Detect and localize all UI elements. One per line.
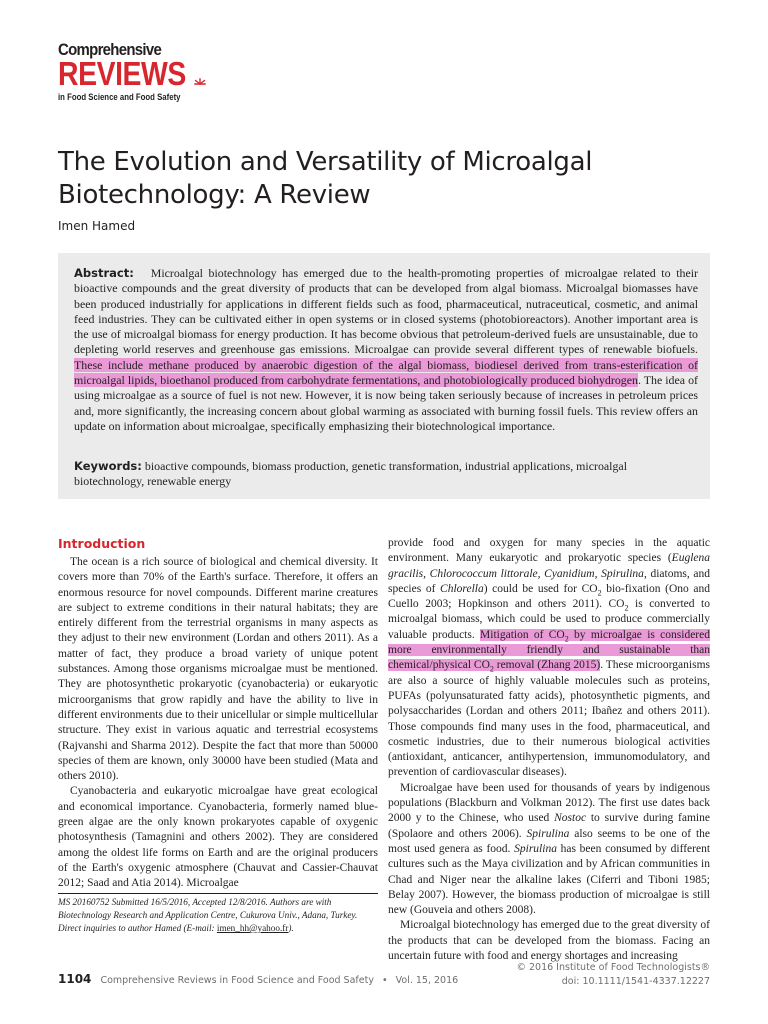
text-run: is converted to microalgal biomass, which could be used to produce commercially valuable products.	[388, 598, 711, 641]
subscript: 2	[564, 634, 569, 644]
text-run: ) could be used for CO	[483, 582, 598, 595]
text-run: has been consumed by different cultures such as the Maya civilization and by African communities in Chad and Niger near the alkaline lakes (Ciferri and Tiboni 1985; Belay 2007). However, the biomass production of microalgae is still new (Gouveia and others 2008).	[388, 842, 711, 917]
author-email-link[interactable]: imen_hh@yahoo.fr	[216, 923, 289, 933]
subscript: 2	[624, 603, 629, 613]
text-run: Microalgae have been used for thousands of years by indigenous populations (Blackburn and Volkman 2012). The first use dates back 2000 y to the Chinese, who used	[388, 781, 710, 825]
doi[interactable]: doi: 10.1111/1541-4337.12227	[561, 976, 710, 987]
abstract-highlight: These include methane produced by anaerobic digestion of the algal biomass, biodiesel derived from trans-esterification of microalgal lipids, bioethanol produced from carbohydrate fermentations, and photobiologically produced biohydrogen	[74, 357, 698, 388]
intro-paragraph-2: Cyanobacteria and eukaryotic microalgae have great ecological and economical importance. Cyanobacteria, formerly named blue-green algae are the only known prokaryotes capable of oxygenic photosynthesis (Tamagnini and others 2002). They are considered among the oldest life forms on Earth and are the original producers of the Earth's oxygenic atmosphere (Chauvat and Cassier-Chauvat 2012; Saad and Atia 2014). Microalgae	[58, 785, 378, 890]
keywords	[74, 459, 698, 490]
abstract-text: Microalgal biotechnology has emerged due to the health-promoting properties of microalgae related to their bioactive compounds and the great diversity of products that can be developed from algal biomass. Microalgal biomasses have been produced industrially for applications in different fields such as food, pharmaceutical, nutraceutical, cosmetic, and animal feed industries. They can be cultivated either in open systems or in closed systems (photobioreactors). Another important area is the use of microalgal biomass for energy production. It has become obvious that petroleum-derived fuels are unsustainable, due to depleting world reserves and greenhouse gas emissions. Microalgae can provide several different types of renewable biofuels.	[74, 266, 698, 357]
text-run: to survive during famine (Spolaore and others 2006).	[388, 812, 710, 840]
text-run: provide food and oxygen for many species in the aquatic environment. Many eukaryotic and prokaryotic species (	[388, 537, 710, 565]
page-footer	[58, 972, 458, 986]
genus-name: Nostoc	[554, 812, 587, 825]
journal-logo	[58, 40, 186, 112]
keywords-text: bioactive compounds, biomass production, genetic transformation, industrial applications, microalgal biotechnology, renewable energy	[74, 459, 627, 489]
footer-separator: •	[381, 975, 388, 986]
copyright: © 2016 Institute of Food Technologists®	[516, 962, 710, 973]
intro-paragraph-1: The ocean is a rich source of biological and chemical diversity. It covers more than 70% of the Earth's surface. Therefore, it offers an enormous resource for novel compounds. Different marine creatures are subject to extreme conditions in their natural habitats; they are entirely different from the terrestrial organisms in many aspects as they adjust to their new environment (Lordan and others 2011). As a matter of fact, they produce a broad variety of unique potent substances. Among those organisms microalgae must be mentioned. They are photosynthetic prokaryotic (cyanobacteria) or eukaryotic microorganisms that grow rapidly and have the ability to live in different environments due to their unicellular or simple multicellular structure. They exist in various aquatic and terrestrial ecosystems (Rajvanshi and Sharma 2012). Despite the fact that more than 50000 species of them are known, only 30000 have been studied (Mata and others 2010).	[58, 556, 378, 783]
footer-right	[516, 961, 710, 989]
logo-sunburst-icon	[194, 78, 206, 90]
text-run: removal (Zhang 2015)	[493, 659, 601, 672]
logo-reviews: REVIEWS	[58, 55, 186, 92]
text-run: by microalgae is considered more environmentally friendly and sustainable than chemical/physical CO	[388, 628, 710, 672]
text-run: also seems to be one of the most used genera as food.	[388, 827, 710, 855]
text-run: , diatoms, and species of	[388, 567, 710, 595]
abstract-label: Abstract:	[74, 266, 134, 280]
footnote-divider	[58, 893, 378, 894]
logo-subtitle: in Food Science and Food Safety	[58, 92, 181, 103]
text-run: bio-fixation (Ono and Cuello 2003; Hopkinson and others 2011). CO	[388, 582, 710, 611]
subscript: 2	[597, 588, 602, 598]
species-names: Euglena gracilis, Chlorococcum littorale, Cyanidium, Spirulina	[388, 552, 710, 580]
subscript: 2	[489, 664, 494, 674]
text-run: . These microorganisms are also a source of highly valuable molecules such as proteins, PUFAs (polyunsaturated fatty acids), photosynthetic pigments, and polysaccharides (Lordan and others 2011; Ibañez and others 2011). Those compounds find many uses in the food, pharmaceutical, and cosmetic industries, due to their numerous biological activities (antioxidant, anticancer, antihypertension, immunomodulatory, and prevention of cardiovascular diseases).	[388, 659, 710, 779]
right-paragraph-2	[388, 781, 710, 919]
footer-volume: Vol. 15, 2016	[395, 975, 459, 986]
logo-comprehensive: Comprehensive	[58, 40, 162, 59]
right-column	[388, 536, 710, 964]
genus-name: Spirulina	[526, 827, 570, 840]
footnote-text: MS 20160752 Submitted 16/5/2016, Accepted 12/8/2016. Authors are with Biotechnology Research and Application Centre, Cukurova Univ., Adana, Turkey. Direct inquiries to author Hamed (E-mail:	[58, 897, 358, 933]
species-name: Chlorella	[440, 582, 484, 595]
right-paragraph-3: Microalgal biotechnology has emerged due to the great diversity of the products that can be developed from the biomass. Facing an uncertain future with food and energy shortages and increasing	[388, 919, 710, 963]
keywords-label: Keywords:	[74, 459, 142, 473]
abstract-body	[74, 266, 698, 434]
article-author: Imen Hamed	[58, 219, 136, 233]
section-heading-introduction: Introduction	[58, 536, 146, 551]
text-run: Mitigation of CO	[480, 628, 565, 641]
left-column	[58, 536, 378, 892]
footnote-end: ).	[288, 923, 294, 933]
article-title: The Evolution and Versatility of Microalgal Biotechnology: A Review	[58, 147, 593, 210]
page-number: 1104	[58, 972, 92, 986]
genus-name: Spirulina	[514, 842, 557, 855]
abstract-text-end: . The idea of using microalgae as a source of fuel is not new. However, it is now being taken seriously because of increases in petroleum prices and, more significantly, the increasing concern about global warming as associated with burning fossil fuels. This review offers an update on information about microalgae, specifically emphasizing their biotechnological importance.	[74, 373, 698, 433]
abstract-box	[58, 253, 710, 499]
right-paragraph-1	[388, 536, 710, 781]
footer-journal-name: Comprehensive Reviews in Food Science and Food Safety	[100, 975, 374, 986]
footnote	[58, 896, 378, 935]
